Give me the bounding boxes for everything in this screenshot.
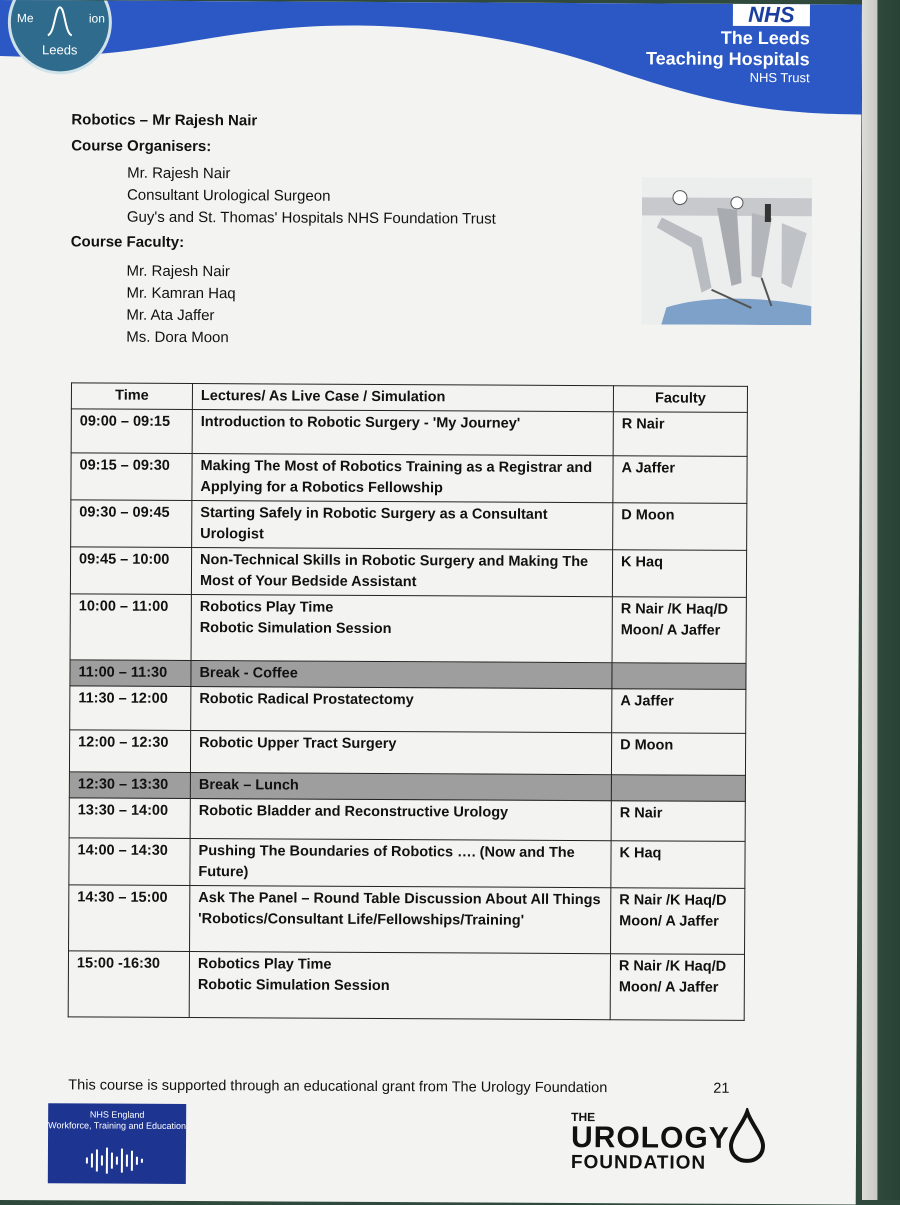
session-cell: Introduction to Robotic Surgery - 'My Journey' xyxy=(192,410,613,456)
faculty-cell: K Haq xyxy=(612,550,746,598)
column-header-faculty: Faculty xyxy=(613,386,747,413)
table-row xyxy=(70,547,746,598)
organiser-line: Mr. Rajesh Nair xyxy=(71,162,691,187)
session-cell: Robotic Bladder and Reconstructive Urology xyxy=(190,799,611,841)
uf-line-1: THE xyxy=(571,1111,730,1124)
column-header-session: Lectures/ As Live Case / Simulation xyxy=(192,384,613,412)
faculty-cell xyxy=(612,663,746,690)
trust-line-2: Teaching Hospitals xyxy=(646,48,810,70)
table-background xyxy=(862,0,900,1200)
faculty-cell: A Jaffer xyxy=(613,456,747,504)
nhse-line-1: NHS England xyxy=(48,1109,186,1121)
column-header-time: Time xyxy=(71,383,192,410)
waveform-icon xyxy=(82,1145,152,1175)
time-cell: 11:00 – 11:30 xyxy=(70,660,191,687)
surgical-robot-image xyxy=(641,177,812,325)
session-cell: Ask The Panel – Round Table Discussion About All Things 'Robotics/Consultant Life/Fellowships/Training' xyxy=(190,886,611,954)
course-title: Robotics – Mr Rajesh Nair xyxy=(71,110,691,133)
faculty-cell: D Moon xyxy=(611,733,745,776)
faculty-cell: R Nair /K Haq/D Moon/ A Jaffer xyxy=(611,888,745,955)
time-cell: 12:00 – 12:30 xyxy=(69,730,190,773)
course-info xyxy=(70,110,691,351)
table-row xyxy=(71,409,747,457)
faculty-member: Mr. Ata Jaffer xyxy=(70,304,690,329)
trust-line-1: The Leeds xyxy=(646,27,810,49)
faculty-cell: R Nair xyxy=(613,412,747,457)
faculty-member: Ms. Dora Moon xyxy=(70,326,690,351)
organiser-line: Guy's and St. Thomas' Hospitals NHS Foundation Trust xyxy=(71,206,691,231)
time-cell: 14:00 – 14:30 xyxy=(69,838,190,886)
organiser-line: Consultant Urological Surgeon xyxy=(71,184,691,209)
table-row xyxy=(69,798,745,842)
faculty-member: Mr. Kamran Haq xyxy=(70,282,690,307)
table-row xyxy=(68,951,744,1021)
session-cell: Robotic Radical Prostatectomy xyxy=(191,687,612,733)
faculty-cell xyxy=(611,775,745,802)
time-cell: 12:30 – 13:30 xyxy=(69,772,190,799)
page-number: 21 xyxy=(713,1081,729,1097)
time-cell: 11:30 – 12:00 xyxy=(70,686,191,731)
table-row xyxy=(71,500,747,551)
session-cell: Starting Safely in Robotic Surgery as a Consultant Urologist xyxy=(192,501,613,550)
session-cell: Break - Coffee xyxy=(191,661,612,689)
trust-line-3: NHS Trust xyxy=(646,69,810,86)
break-row xyxy=(69,772,745,802)
session-cell: Robotics Play Time Robotic Simulation Session xyxy=(189,952,610,1020)
table-row xyxy=(71,453,747,504)
time-cell: 09:45 – 10:00 xyxy=(70,547,191,595)
nhs-england-logo xyxy=(48,1103,186,1184)
time-cell: 09:15 – 09:30 xyxy=(71,453,192,501)
break-row xyxy=(70,660,746,690)
organisers-heading: Course Organisers: xyxy=(71,136,691,159)
table-row xyxy=(70,594,746,664)
time-cell: 10:00 – 11:00 xyxy=(70,594,191,661)
faculty-cell: R Nair /K Haq/D Moon/ A Jaffer xyxy=(612,597,746,664)
session-cell: Non-Technical Skills in Robotic Surgery and Making The Most of Your Bedside Assistant xyxy=(191,548,612,597)
session-cell: Robotic Upper Tract Surgery xyxy=(190,731,611,775)
urology-foundation-logo xyxy=(571,1111,730,1174)
session-cell: Pushing The Boundaries of Robotics …. (Now and The Future) xyxy=(190,839,611,888)
grant-note: This course is supported through an educational grant from The Urology Foundation xyxy=(68,1077,607,1096)
faculty-cell: R Nair xyxy=(611,801,745,842)
trust-name xyxy=(646,27,810,86)
logo-text: Leeds xyxy=(11,42,109,58)
uf-line-3: FOUNDATION xyxy=(571,1153,730,1174)
table-row xyxy=(69,838,745,889)
time-cell: 09:00 – 09:15 xyxy=(71,409,192,454)
table-row xyxy=(69,885,745,955)
logo-left-text: Me xyxy=(17,11,34,25)
table-row xyxy=(70,686,746,734)
nhs-badge: NHS xyxy=(733,4,810,26)
table-header-row xyxy=(71,383,747,413)
logo-right-text: ion xyxy=(89,11,105,25)
faculty-cell: D Moon xyxy=(613,503,747,551)
pulse-icon xyxy=(45,3,75,43)
faculty-heading: Course Faculty: xyxy=(71,232,691,255)
time-cell: 14:30 – 15:00 xyxy=(69,885,190,952)
faculty-member: Mr. Rajesh Nair xyxy=(71,260,691,285)
time-cell: 15:00 -16:30 xyxy=(68,951,189,1018)
nhse-line-2: Workforce, Training and Education xyxy=(48,1120,186,1132)
faculty-cell: R Nair /K Haq/D Moon/ A Jaffer xyxy=(610,954,744,1021)
session-cell: Break – Lunch xyxy=(190,773,611,801)
faculty-cell: K Haq xyxy=(611,841,745,889)
table-row xyxy=(69,730,745,776)
droplet-icon xyxy=(727,1108,767,1164)
session-cell: Robotics Play Time Robotic Simulation Session xyxy=(191,595,612,663)
session-cell: Making The Most of Robotics Training as a Registrar and Applying for a Robotics Fellowship xyxy=(192,454,613,503)
time-cell: 09:30 – 09:45 xyxy=(71,500,192,548)
uf-line-2: UROLOGY xyxy=(571,1123,730,1154)
time-cell: 13:30 – 14:00 xyxy=(69,798,190,839)
schedule-table xyxy=(68,382,748,1021)
faculty-cell: A Jaffer xyxy=(612,689,746,734)
